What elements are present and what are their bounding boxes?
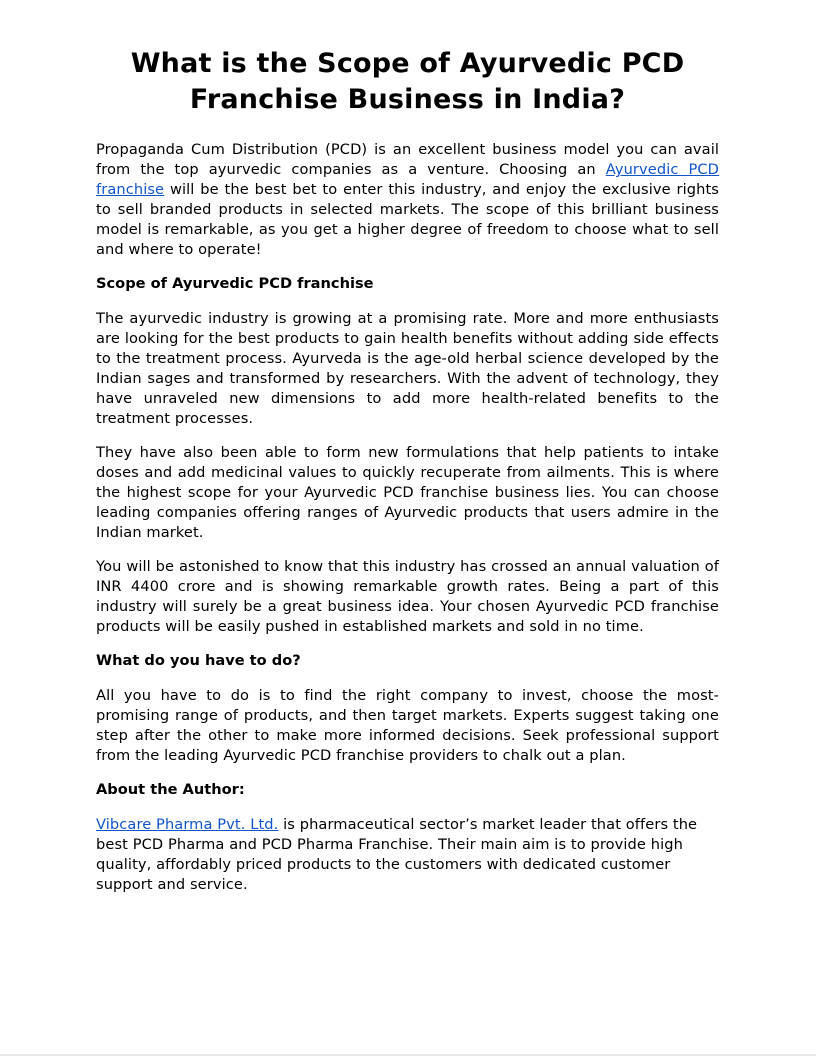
vibcare-pharma-link[interactable]: Vibcare Pharma Pvt. Ltd.	[96, 816, 279, 833]
scope-paragraph-1: The ayurvedic industry is growing at a promising rate. More and more enthusiasts are looking for the best products to gain health benefits without adding side effects to the treatment process. Ayurveda is the age-old herbal science developed by the Indian sages and transformed by researchers. With the advent of technology, they have unraveled new dimensions to add more health-related benefits to the treatment processes.	[96, 310, 719, 427]
todo-paragraph: All you have to do is to find the right company to invest, choose the most-promising range of products, and then target markets. Experts suggest taking one step after the other to make more informed decisions. Seek professional support from the leading Ayurvedic PCD franchise providers to chalk out a plan.	[96, 687, 719, 764]
intro-text-after-link: will be the best bet to enter this industry, and enjoy the exclusive rights to sell branded products in selected markets. The scope of this brilliant business model is remarkable, as you get a higher degree of freedom to choose what to sell and where to operate!	[96, 181, 719, 258]
page-title-line-2: Franchise Business in India?	[189, 84, 626, 115]
scope-paragraph-3: You will be astonished to know that this industry has crossed an annual valuation of INR 4400 crore and is showing remarkable growth rates. Being a part of this industry will surely be a great business idea. Your chosen Ayurvedic PCD franchise products will be easily pushed in established markets and sold in no time.	[96, 558, 719, 635]
page-title	[96, 46, 719, 118]
page-title-line-1: What is the Scope of Ayurvedic PCD	[130, 48, 685, 79]
ayurvedic-pcd-franchise-link[interactable]: Ayurvedic PCD franchise	[96, 161, 719, 198]
author-heading: About the Author:	[96, 781, 245, 798]
intro-paragraph	[96, 140, 719, 260]
intro-text-before-link: Propaganda Cum Distribution (PCD) is an excellent business model you can avail from the top ayurvedic companies as a venture. Choosing an	[96, 141, 719, 178]
scope-paragraph-2: They have also been able to form new formulations that help patients to intake doses and add medicinal values to quickly recuperate from ailments. This is where the highest scope for your Ayurvedic PCD franchise business lies. You can choose leading companies offering ranges of Ayurvedic products that users admire in the Indian market.	[96, 444, 719, 541]
document-page	[96, 46, 719, 909]
author-paragraph	[96, 815, 719, 895]
todo-heading: What do you have to do?	[96, 652, 301, 669]
scope-heading: Scope of Ayurvedic PCD franchise	[96, 275, 374, 292]
author-text-after-link: is pharmaceutical sector’s market leader that offers the best PCD Pharma and PCD Pharma Franchise. Their main aim is to provide high quality, affordably priced products to the customers with dedicated customer support and service.	[96, 816, 698, 893]
